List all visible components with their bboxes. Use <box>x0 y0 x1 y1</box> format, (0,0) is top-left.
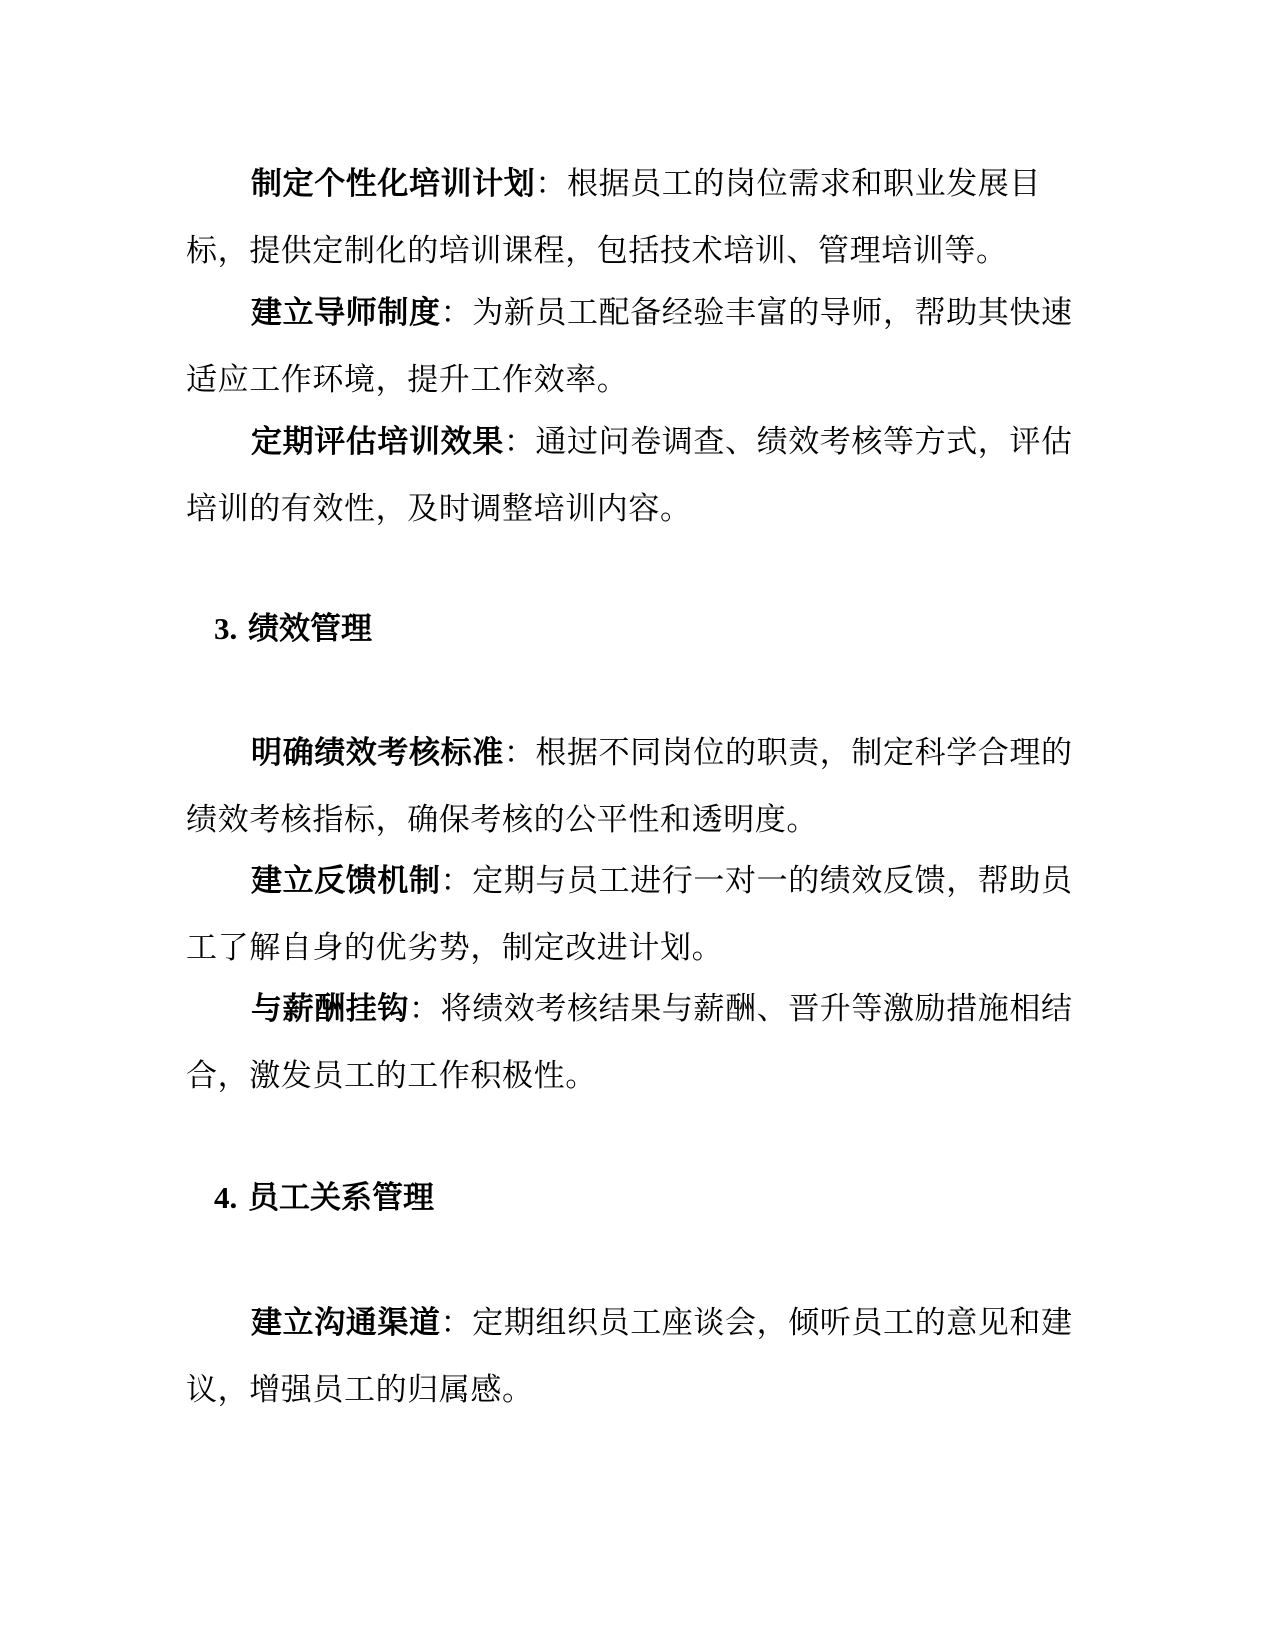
paragraph-salary-link <box>186 976 1096 1110</box>
paragraph-body: ：根据不同岗位的职责，制定科学合理的绩效考核指标，确保考核的公平性和透明度。 <box>186 735 1073 838</box>
paragraph-body: ：为新员工配备经验丰富的导师，帮助其快速适应工作环境，提升工作效率。 <box>186 295 1073 398</box>
paragraph-performance-standards <box>186 720 1096 854</box>
paragraph-lead: 建立沟通渠道 <box>251 1305 441 1341</box>
paragraph-body: ：将绩效考核结果与薪酬、晋升等激励措施相结合，激发员工的工作积极性。 <box>186 991 1073 1094</box>
paragraph-personalized-training <box>186 151 1096 285</box>
paragraph-lead: 建立反馈机制 <box>251 863 441 899</box>
paragraph-mentor-system <box>186 280 1096 414</box>
paragraph-body: ：通过问卷调查、绩效考核等方式，评估培训的有效性，及时调整培训内容。 <box>186 424 1073 527</box>
paragraph-evaluate-training <box>186 409 1096 543</box>
section-heading-employee-relations <box>214 1178 434 1218</box>
paragraph-lead: 制定个性化培训计划 <box>251 166 536 202</box>
section-title: 员工关系管理 <box>248 1180 435 1216</box>
section-heading-performance <box>214 609 372 649</box>
paragraph-body: ：定期与员工进行一对一的绩效反馈，帮助员工了解自身的优劣势，制定改进计划。 <box>186 863 1073 966</box>
paragraph-lead: 与薪酬挂钩 <box>251 991 409 1027</box>
paragraph-feedback-mechanism <box>186 848 1096 982</box>
paragraph-body: ：定期组织员工座谈会，倾听员工的意见和建议，增强员工的归属感。 <box>186 1305 1073 1408</box>
paragraph-lead: 定期评估培训效果 <box>251 424 504 460</box>
section-title: 绩效管理 <box>248 611 373 647</box>
paragraph-lead: 建立导师制度 <box>251 295 441 331</box>
section-number: 3. <box>214 611 238 646</box>
paragraph-body: ：根据员工的岗位需求和职业发展目标，提供定制化的培训课程，包括技术培训、管理培训等。 <box>186 166 1042 269</box>
paragraph-communication-channels <box>186 1290 1096 1424</box>
paragraph-lead: 明确绩效考核标准 <box>251 735 504 771</box>
section-number: 4. <box>214 1180 238 1215</box>
